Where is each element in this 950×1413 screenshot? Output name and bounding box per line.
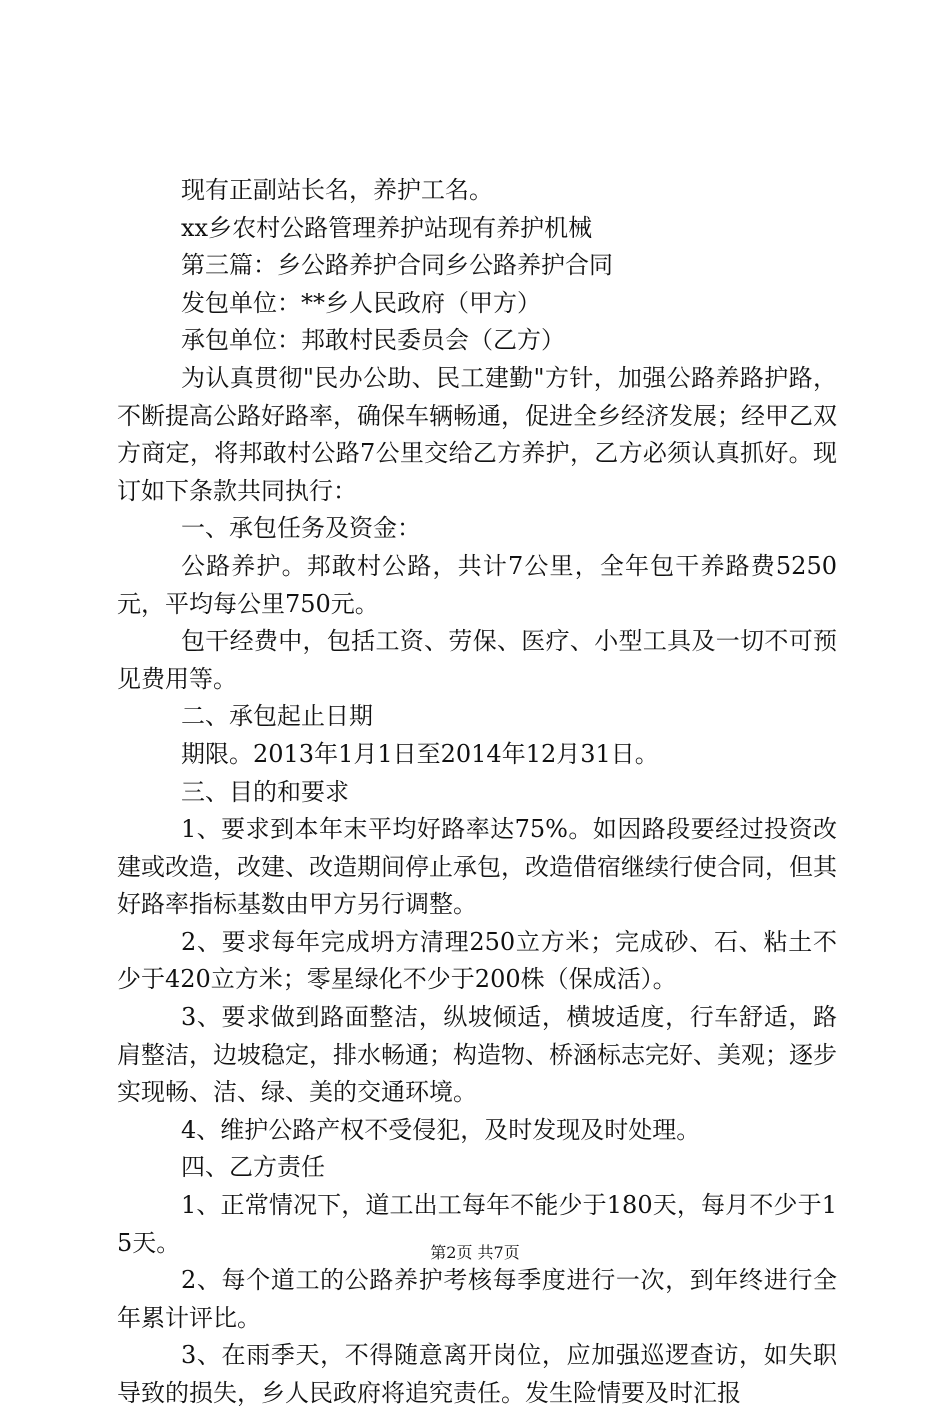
clause-heading: 四、乙方责任	[181, 1153, 325, 1182]
list-item: 2、要求每年完成坍方清理250立方米；完成砂、石、粘土不少于420立方米；零星绿化不少于200株（保成活）。	[117, 927, 837, 994]
page-number-footer: 第2页 共7页	[430, 1243, 520, 1262]
paragraph: xx乡农村公路管理养护站现有养护机械	[181, 213, 593, 242]
document-body	[117, 172, 837, 1413]
paragraph: 为认真贯彻"民办公助、民工建勤"方针，加强公路养路护路，不断提高公路好路率，确保车辆畅通，促进全乡经济发展；经甲乙双方商定，将邦敢村公路7公里交给乙方养护，乙方必须认真抓好。现订如下条款共同执行：	[117, 363, 837, 505]
list-item: 3、在雨季天，不得随意离开岗位，应加强巡逻查访，如失职导致的损失，乡人民政府将追究责任。发生险情要及时汇报	[117, 1341, 837, 1407]
section-title: 第三篇：乡公路养护合同乡公路养护合同	[181, 251, 613, 280]
list-item: 1、正常情况下，道工出工每年不能少于180天，每月不少于15天。	[117, 1191, 837, 1257]
contracting-party-b: 承包单位：邦敢村民委员会（乙方）	[181, 326, 565, 355]
paragraph: 现有正副站长名，养护工名。	[181, 176, 493, 204]
list-item: 4、维护公路产权不受侵犯，及时发现及时处理。	[181, 1115, 701, 1144]
clause-heading: 三、目的和要求	[181, 777, 349, 806]
clause-heading: 二、承包起止日期	[181, 702, 373, 731]
list-item: 3、要求做到路面整洁，纵坡倾适，横坡适度，行车舒适，路肩整洁，边坡稳定，排水畅通；构造物、桥涵标志完好、美观；逐步实现畅、洁、绿、美的交通环境。	[117, 1003, 837, 1107]
paragraph: 公路养护。邦敢村公路，共计7公里，全年包干养路费5250元，平均每公里750元。	[117, 551, 837, 618]
clause-heading: 一、承包任务及资金：	[181, 514, 421, 543]
list-item: 1、要求到本年末平均好路率达75%。如因路段要经过投资改建或改造，改建、改造期间停止承包，改造借宿继续行使合同，但其好路率指标基数由甲方另行调整。	[117, 815, 837, 919]
paragraph: 期限。2013年1月1日至2014年12月31日。	[181, 739, 659, 768]
list-item: 2、每个道工的公路养护考核每季度进行一次，到年终进行全年累计评比。	[117, 1266, 837, 1332]
paragraph: 包干经费中，包括工资、劳保、医疗、小型工具及一切不可预见费用等。	[117, 627, 837, 693]
contracting-party-a: 发包单位：**乡人民政府（甲方）	[181, 288, 541, 317]
